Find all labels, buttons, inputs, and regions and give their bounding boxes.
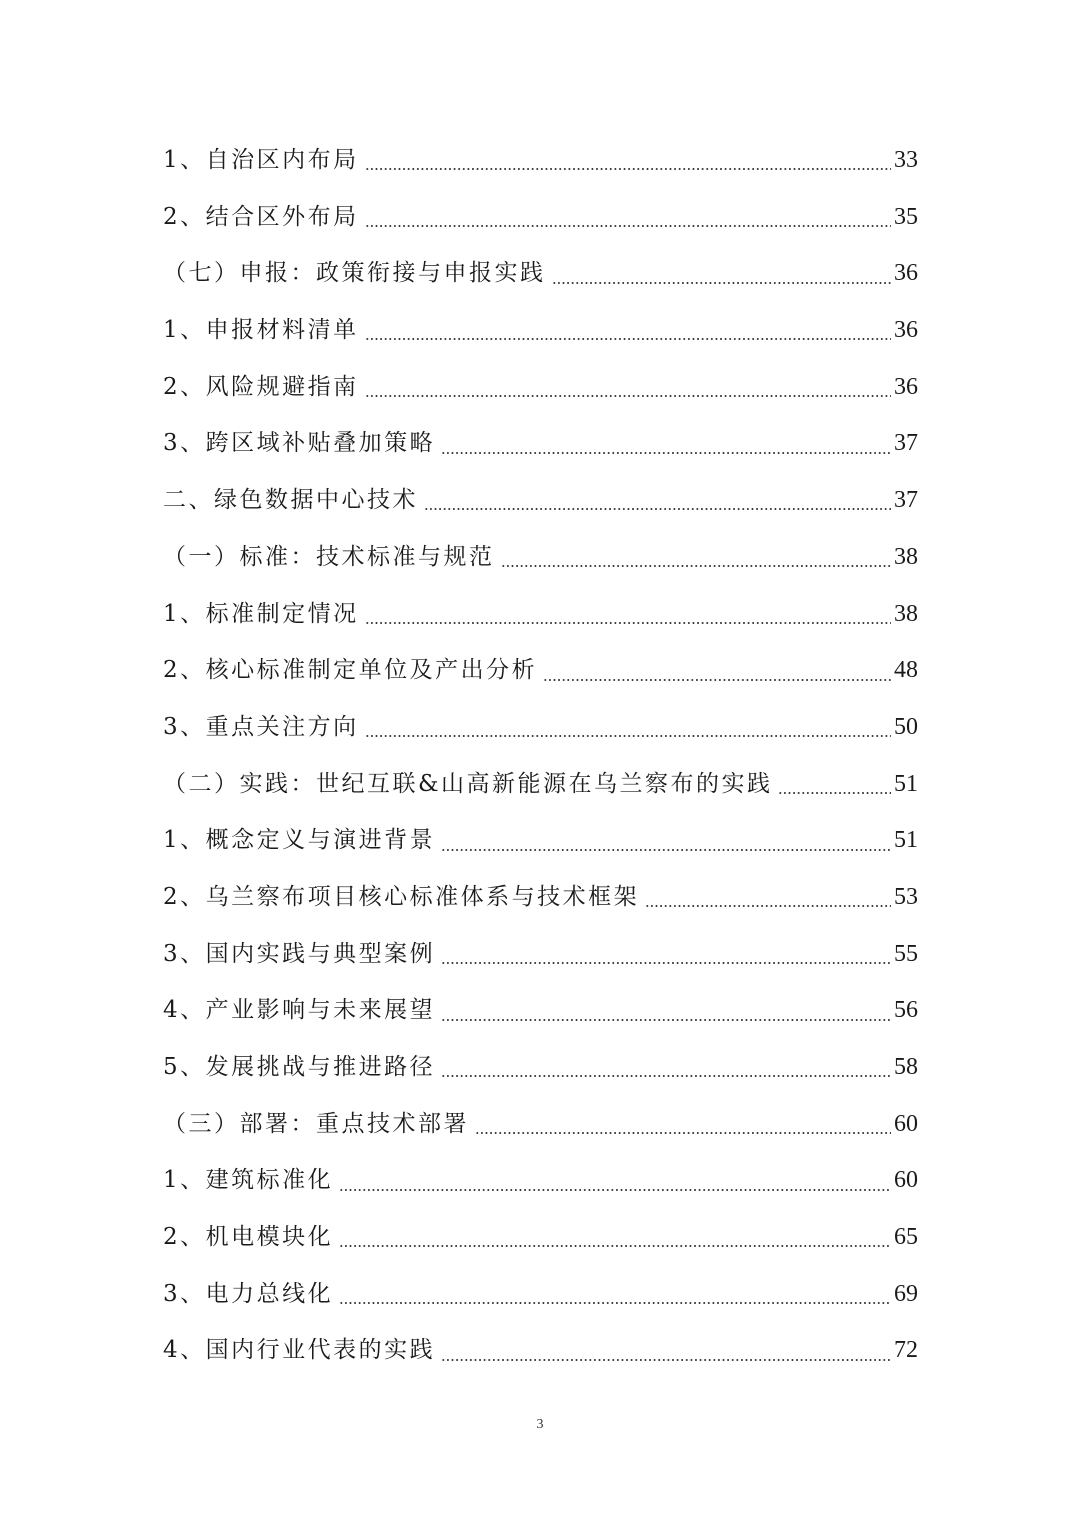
dot-leader	[339, 1245, 891, 1247]
toc-entry-page: 51	[894, 827, 918, 854]
toc-entry-title: 4、国内行业代表的实践	[163, 1337, 436, 1364]
toc-entry[interactable]	[163, 982, 918, 1039]
toc-entry[interactable]	[163, 812, 918, 869]
toc-entry-title: 3、国内实践与典型案例	[163, 940, 436, 967]
toc-entry[interactable]	[163, 1096, 918, 1153]
toc-entry[interactable]	[163, 642, 918, 699]
dot-leader	[365, 338, 891, 340]
dot-leader	[645, 905, 891, 907]
toc-entry[interactable]	[163, 302, 918, 359]
toc-entry-page: 51	[894, 770, 918, 797]
dot-leader	[365, 622, 891, 624]
toc-entry-page: 38	[894, 543, 918, 570]
toc-entry-title: 2、机电模块化	[163, 1224, 334, 1251]
toc-entry-page: 50	[894, 713, 918, 740]
dot-leader	[365, 168, 891, 170]
toc-entry-title: 2、结合区外布局	[163, 203, 359, 230]
dot-leader	[501, 565, 892, 567]
dot-leader	[475, 1132, 891, 1134]
toc-entry-page: 33	[894, 147, 918, 173]
toc-entry[interactable]	[163, 1266, 918, 1323]
toc-entry-title: 2、风险规避指南	[163, 373, 359, 400]
toc-entry[interactable]	[163, 1039, 918, 1096]
dot-leader	[424, 508, 891, 510]
dot-leader	[441, 452, 891, 454]
toc-entry[interactable]	[163, 472, 918, 529]
toc-entry-title: 2、核心标准制定单位及产出分析	[163, 657, 538, 684]
toc-entry-title: （二）实践：世纪互联&山高新能源在乌兰察布的实践	[163, 770, 773, 797]
toc-entry-page: 37	[894, 487, 918, 514]
toc-entry-title: 二、绿色数据中心技术	[163, 487, 418, 514]
page-number: 3	[536, 1417, 544, 1432]
toc-entry-page: 69	[894, 1280, 918, 1307]
toc-entry[interactable]	[163, 869, 918, 926]
toc-entry-title: （一）标准：技术标准与规范	[163, 543, 495, 570]
toc-entry-title: 1、自治区内布局	[163, 147, 359, 173]
toc-entry-page: 72	[894, 1337, 918, 1364]
dot-leader	[339, 1302, 891, 1304]
toc-entry-title: 1、概念定义与演进背景	[163, 827, 436, 854]
toc-entry[interactable]	[163, 586, 918, 643]
toc-entry-title: 4、产业影响与未来展望	[163, 997, 436, 1024]
dot-leader	[778, 792, 891, 794]
toc-entry[interactable]	[163, 529, 918, 586]
toc-entry[interactable]	[163, 1152, 918, 1209]
toc-entry-title: 3、重点关注方向	[163, 713, 359, 740]
toc-entry-title: 2、乌兰察布项目核心标准体系与技术框架	[163, 883, 640, 910]
toc-entry-title: 1、申报材料清单	[163, 317, 359, 344]
toc-entry[interactable]	[163, 1322, 918, 1379]
dot-leader	[543, 679, 891, 681]
toc-entry[interactable]	[163, 926, 918, 983]
dot-leader	[365, 735, 891, 737]
toc-entry[interactable]	[163, 415, 918, 472]
dot-leader	[441, 1075, 891, 1077]
dot-leader	[365, 395, 891, 397]
toc-entry-page: 60	[894, 1110, 918, 1137]
toc-entry[interactable]	[163, 189, 918, 246]
toc-entry-title: 1、标准制定情况	[163, 600, 359, 627]
toc-entry-page: 37	[894, 430, 918, 457]
toc-entry-page: 36	[894, 260, 918, 287]
toc-entry[interactable]	[163, 1209, 918, 1266]
toc-entry-page: 60	[894, 1167, 918, 1194]
toc-entry[interactable]	[163, 756, 918, 813]
toc-entry-page: 65	[894, 1224, 918, 1251]
dot-leader	[552, 282, 892, 284]
dot-leader	[441, 1019, 891, 1021]
table-of-contents	[163, 132, 918, 1379]
toc-entry-title: 5、发展挑战与推进路径	[163, 1054, 436, 1080]
dot-leader	[441, 849, 891, 851]
toc-entry-title: （七）申报：政策衔接与申报实践	[163, 260, 546, 287]
dot-leader	[339, 1189, 891, 1191]
dot-leader	[441, 962, 891, 964]
toc-entry-title: 1、建筑标准化	[163, 1167, 334, 1194]
toc-entry[interactable]	[163, 359, 918, 416]
toc-entry-title: （三）部署：重点技术部署	[163, 1110, 469, 1137]
toc-entry-title: 3、跨区域补贴叠加策略	[163, 430, 436, 457]
dot-leader	[365, 225, 891, 227]
toc-entry-page: 55	[894, 940, 918, 967]
toc-entry[interactable]	[163, 245, 918, 302]
toc-entry-title: 3、电力总线化	[163, 1280, 334, 1307]
toc-entry-page: 58	[894, 1054, 918, 1080]
toc-entry[interactable]	[163, 699, 918, 756]
toc-entry-page: 36	[894, 373, 918, 400]
toc-entry-page: 36	[894, 317, 918, 344]
toc-entry[interactable]	[163, 132, 918, 189]
toc-entry-page: 48	[894, 657, 918, 684]
toc-entry-page: 35	[894, 203, 918, 230]
toc-entry-page: 56	[894, 997, 918, 1024]
toc-entry-page: 38	[894, 600, 918, 627]
toc-entry-page: 53	[894, 883, 918, 910]
dot-leader	[441, 1359, 891, 1361]
